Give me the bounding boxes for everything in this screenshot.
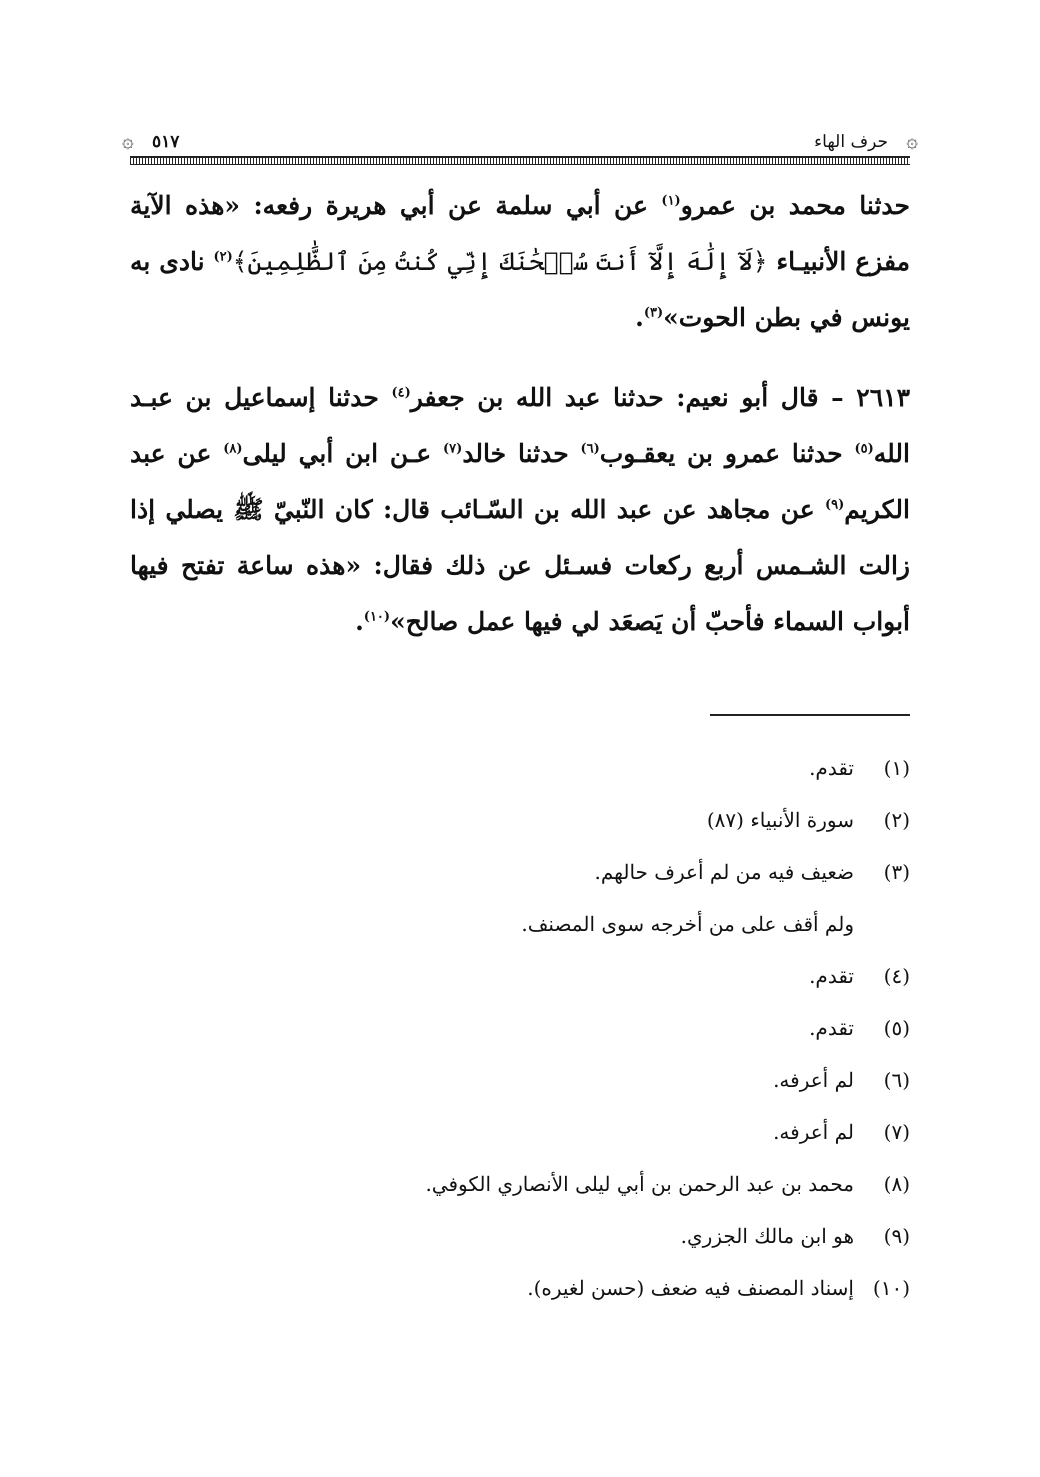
footnote-ref-1: (١): [661, 193, 681, 209]
footnote-text: لم أعرفه.: [773, 1068, 854, 1092]
footnotes: [130, 742, 910, 1314]
footnote-number: (٦): [883, 1068, 910, 1092]
text-run: ٢٦١٣ – قال أبو نعيم: حدثنا عبد الله بن جعفر: [410, 383, 910, 412]
footnote-text: ولم أقف على من أخرجه سوى المصنف.: [521, 912, 854, 936]
footnote-number: (٧): [883, 1120, 910, 1144]
footnote-number: (٥): [883, 1016, 910, 1040]
footnote-item: [130, 1262, 910, 1314]
main-text: [130, 178, 910, 650]
footnote-text: ضعيف فيه من لم أعرف حالهم.: [594, 860, 854, 884]
footnote-text: سورة الأنبياء (٨٧): [706, 808, 854, 832]
text-run: .: [355, 607, 364, 636]
quran-verse: ﴿لَآ إِلَٰهَ إِلَّآ أَنتَ سُبۡحَٰنَكَ إِنِّي كُنتُ مِنَ ٱلظَّٰلِمِينَ﴾: [232, 247, 768, 276]
paragraph-hadith-2613: [130, 370, 910, 650]
footnote-ref-10: (١٠): [363, 609, 391, 625]
text-run: نادى به يونس في بطن الحوت»: [130, 247, 910, 332]
footnote-item: [130, 846, 910, 898]
footnote-ref-4: (٤): [391, 385, 411, 401]
page-header: [122, 128, 918, 164]
footnote-item: [130, 742, 910, 794]
footnote-text: تقدم.: [809, 1016, 854, 1040]
text-run: عن أبي سلمة عن أبي هريرة رفعه: «هذه الآية مفزع الأنبيـاء: [130, 191, 910, 276]
footnote-number: (٣): [883, 860, 910, 884]
text-run: عـن ابن أبي ليلى: [242, 439, 444, 468]
text-run: حدثنا خالد: [462, 439, 581, 468]
text-run: عن عبد الكريم: [130, 439, 910, 524]
footnote-item: [130, 1002, 910, 1054]
footnote-number: (٢): [883, 808, 910, 832]
footnote-ref-6: (٦): [580, 441, 600, 457]
footnote-text: تقدم.: [809, 756, 854, 780]
text-run: حدثنا عمرو بن يعقـوب: [599, 439, 855, 468]
ornament-left-icon: ۞: [122, 128, 134, 152]
footnote-ref-8: (٨): [223, 441, 243, 457]
footnote-ref-3: (٣): [643, 305, 664, 321]
footnote-item: [130, 1106, 910, 1158]
footnote-ref-5: (٥): [854, 441, 874, 457]
ornament-right-icon: ۞: [906, 128, 918, 152]
footnote-text: هو ابن مالك الجزري.: [680, 1224, 854, 1248]
footnote-text: إسناد المصنف فيه ضعف (حسن لغيره).: [527, 1276, 854, 1300]
text-run: عن مجاهد عن عبد الله بن السّـائب قال: كان النّبيّ ﷺ يصلي إذا زالت الشـمس أربع ركعات فسـئل عن ذلك فقال: «هذه ساعة تفتح فيها أبواب السماء فأحبّ أن يَصعَد لي فيها عمل صالح»: [130, 495, 910, 636]
footnote-item: [130, 950, 910, 1002]
footnote-item: [130, 1054, 910, 1106]
footnote-text: محمد بن عبد الرحمن بن أبي ليلى الأنصاري الكوفي.: [425, 1172, 854, 1196]
page-number: ٥١٧: [152, 132, 180, 152]
footnote-ref-7: (٧): [443, 441, 463, 457]
footnote-number: (١٠): [872, 1276, 910, 1300]
footnote-number: (٩): [883, 1224, 910, 1248]
header-rule: [130, 156, 910, 165]
footnote-ref-2: (٢): [213, 249, 233, 265]
text-run: .: [635, 303, 644, 332]
chapter-title: حرف الهاء: [814, 132, 888, 152]
footnote-item: [130, 794, 910, 846]
text-run: حدثنا إسماعيل بن عبـد الله: [130, 383, 910, 468]
footnote-number: (١): [883, 756, 910, 780]
footnote-item: [130, 1210, 910, 1262]
footnote-number: (٨): [883, 1172, 910, 1196]
paragraph-hadith-1: [130, 178, 910, 346]
footnote-number: (٤): [883, 964, 910, 988]
text-run: حدثنا محمد بن عمرو: [680, 191, 910, 220]
footnote-item: [130, 1158, 910, 1210]
footnote-separator: [710, 714, 910, 716]
footnote-ref-9: (٩): [824, 497, 845, 513]
footnote-continuation: [130, 898, 910, 950]
footnote-text: لم أعرفه.: [773, 1120, 854, 1144]
footnote-text: تقدم.: [809, 964, 854, 988]
